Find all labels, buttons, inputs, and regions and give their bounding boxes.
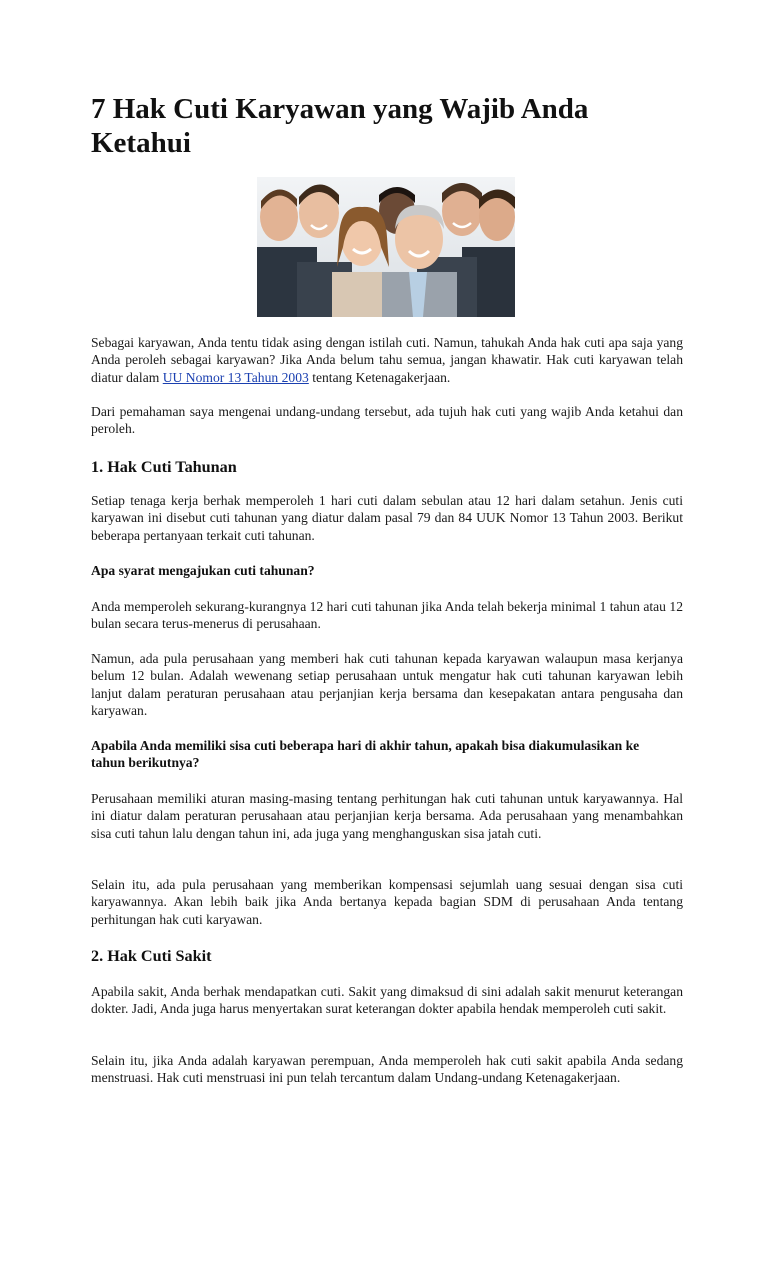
section-2-heading: 2. Hak Cuti Sakit	[91, 947, 212, 965]
header-photo	[257, 177, 515, 317]
answer-2-paragraph-2: Selain itu, ada pula perusahaan yang memberikan kompensasi sejumlah uang sesuai dengan sisa cuti karyawannya. Akan lebih baik jika Anda bertanya kepada bagian SDM di perusahaan Anda tentang perhitungan hak cuti karyawan.	[91, 877, 683, 927]
answer-2-paragraph-1: Perusahaan memiliki aturan masing-masing tentang perhitungan hak cuti tahunan untuk karyawannya. Hal ini diatur dalam peraturan perusahaan atau perjanjian kerja bersama. Ada perusahaan yang menambahkan sisa cuti tahun lalu dengan tahun ini, ada juga yang menghanguskan sisa jatah cuti.	[91, 791, 683, 841]
answer-1-paragraph-1: Anda memperoleh sekurang-kurangnya 12 hari cuti tahunan jika Anda telah bekerja minimal 1 tahun atau 12 bulan secara terus-menerus di perusahaan.	[91, 599, 683, 632]
intro-text-before-link: Sebagai karyawan, Anda tentu tidak asing dengan istilah cuti. Namun, tahukah Anda hak cuti apa saja yang Anda peroleh sebagai karyawan? Jika Anda belum tahu semua, jangan khawatir. Hak cuti karyawan telah diatur dalam	[91, 335, 683, 385]
intro-paragraph-2: Dari pemahaman saya mengenai undang-undang tersebut, ada tujuh hak cuti yang wajib Anda ketahui dan peroleh.	[91, 404, 683, 437]
law-link[interactable]: UU Nomor 13 Tahun 2003	[162, 369, 309, 385]
section-1-paragraph: Setiap tenaga kerja berhak memperoleh 1 hari cuti dalam sebulan atau 12 hari dalam setahun. Jenis cuti karyawan ini disebut cuti tahunan yang diatur dalam pasal 79 dan 84 UUK Nomor 13 Tahun 2003. Berikut beberapa pertanyaan terkait cuti tahunan.	[91, 493, 683, 543]
section-2-paragraph-1: Apabila sakit, Anda berhak mendapatkan cuti. Sakit yang dimaksud di sini adalah sakit menurut keterangan dokter. Jadi, Anda juga harus menyertakan surat keterangan dokter apabila hendak memperoleh cuti sakit.	[91, 984, 683, 1017]
question-1: Apa syarat mengajukan cuti tahunan?	[91, 563, 315, 578]
answer-1-paragraph-2: Namun, ada pula perusahaan yang memberi hak cuti tahunan kepada karyawan walaupun masa kerjanya belum 12 bulan. Adalah wewenang setiap perusahaan untuk mengatur hak cuti tahunan karyawan lebih lanjut dalam peraturan perusahaan atau perjanjian kerja bersama dan kesepakatan antara pengusaha dan karyawan.	[91, 651, 683, 719]
intro-text-after-link: tentang Ketenagakerjaan.	[308, 369, 451, 385]
section-2-paragraph-2: Selain itu, jika Anda adalah karyawan perempuan, Anda memperoleh hak cuti sakit apabila Anda sedang menstruasi. Hak cuti menstruasi ini pun telah tercantum dalam Undang-undang Ketenagakerjaan.	[91, 1053, 683, 1086]
group-photo-illustration	[257, 177, 515, 317]
question-2: Apabila Anda memiliki sisa cuti beberapa hari di akhir tahun, apakah bisa diakumulasikan ke tahun berikutnya?	[91, 738, 640, 771]
section-1-heading: 1. Hak Cuti Tahunan	[91, 458, 237, 476]
page-title: 7 Hak Cuti Karyawan yang Wajib Anda Ketahui	[91, 93, 589, 159]
intro-paragraph-1	[91, 334, 683, 386]
